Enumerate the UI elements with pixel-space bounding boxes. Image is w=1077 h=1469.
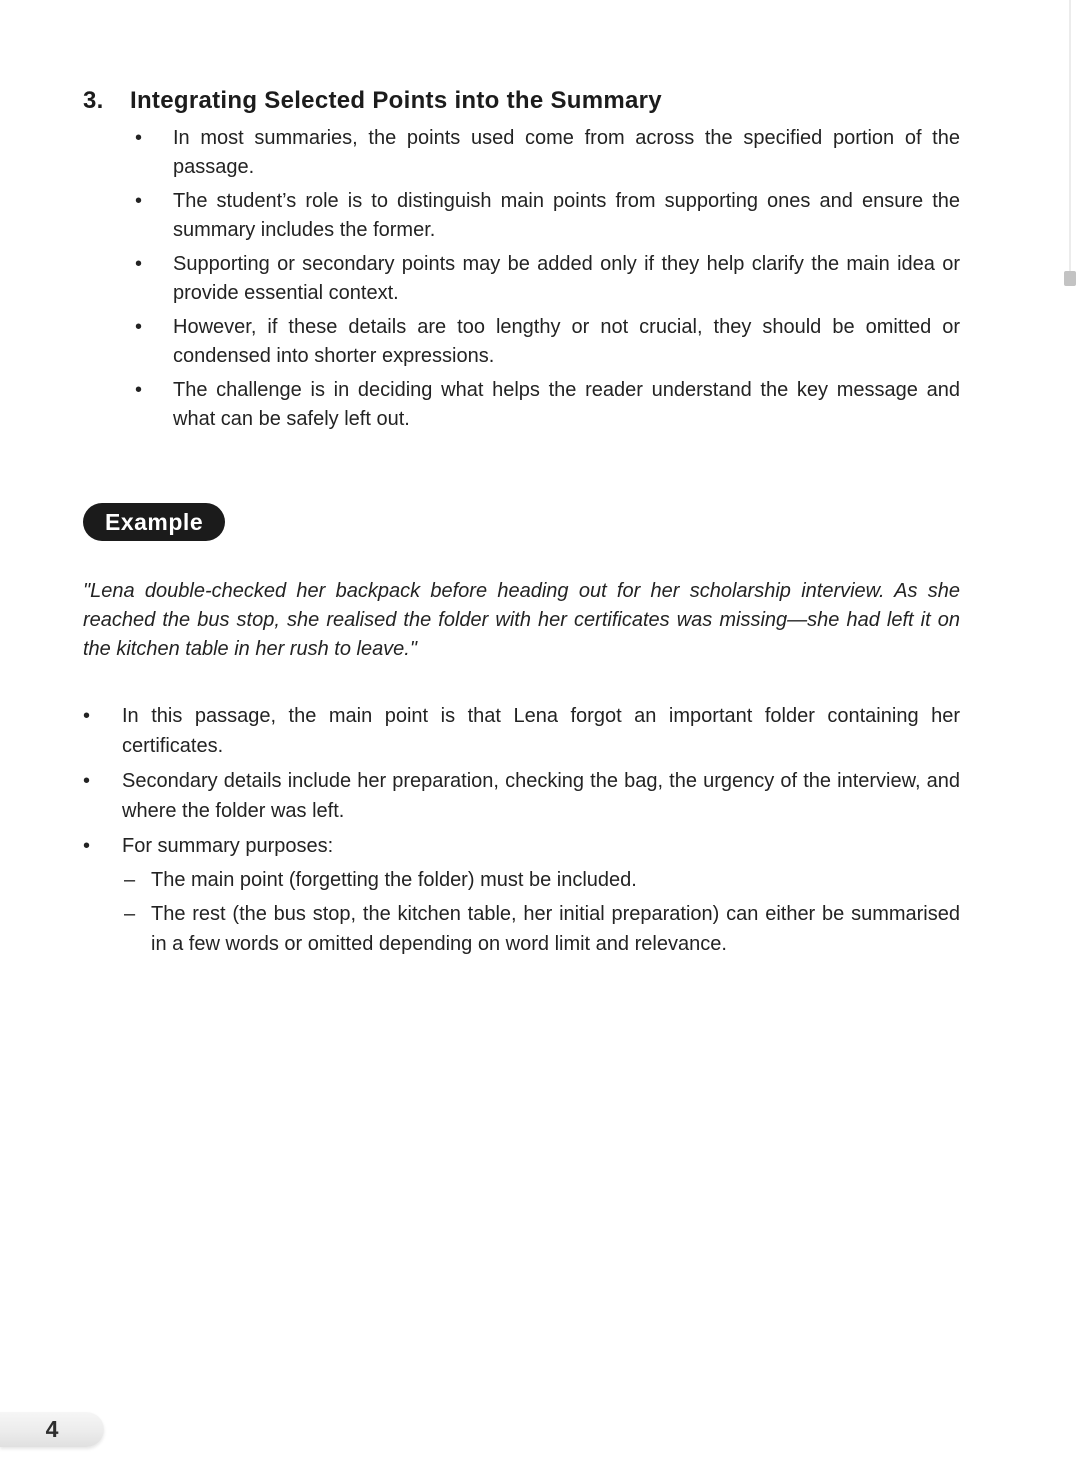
analysis-sub-list (124, 865, 960, 959)
list-item-text: For summary purposes: (122, 835, 334, 857)
page-edge-mark (1064, 271, 1076, 286)
list-item-text: The student’s role is to distinguish main points from supporting ones and ensure the summary includes the former. (173, 190, 960, 241)
example-badge (83, 503, 225, 541)
page-number-pill (0, 1412, 104, 1447)
sub-list-item (124, 865, 960, 895)
section-bullet-list (135, 124, 960, 439)
list-item (83, 766, 960, 826)
list-item (135, 313, 960, 371)
list-item (135, 376, 960, 434)
list-item (135, 187, 960, 245)
sub-list-item (124, 899, 960, 959)
page-number: 4 (45, 1416, 59, 1442)
bullet-marker: • (135, 316, 143, 338)
section-number: 3. (83, 87, 104, 114)
list-item-group (122, 831, 960, 963)
bullet-marker: • (135, 253, 143, 275)
list-item (83, 831, 960, 963)
list-item-text: However, if these details are too lengthy or not crucial, they should be omitted or condensed into shorter expressions. (173, 316, 960, 367)
page-edge-line (1069, 0, 1071, 276)
list-item (83, 701, 960, 761)
list-item-text: In most summaries, the points used come from across the specified portion of the passage. (173, 127, 960, 178)
sub-list-item-text: The rest (the bus stop, the kitchen table, her initial preparation) can either be summarised in a few words or omitted depending on word limit and relevance. (151, 903, 960, 955)
list-item (135, 124, 960, 182)
dash-marker: – (124, 903, 136, 925)
bullet-marker: • (135, 190, 143, 212)
bullet-marker: • (83, 705, 91, 727)
bullet-marker: • (135, 379, 143, 401)
dash-marker: – (124, 869, 136, 891)
example-quote: "Lena double-checked her backpack before heading out for her scholarship interview. As she reached the bus stop, she realised the folder with her certificates was missing—she had left it on the kitchen table in her rush to leave." (83, 580, 960, 660)
bullet-marker: • (83, 770, 91, 792)
bullet-marker: • (135, 127, 143, 149)
list-item-text: Secondary details include her preparation, checking the bag, the urgency of the interview, and where the folder was left. (122, 770, 960, 822)
example-badge-label: Example (105, 509, 204, 535)
sub-list-item-text: The main point (forgetting the folder) must be included. (151, 869, 637, 891)
section-title: Integrating Selected Points into the Summary (130, 87, 662, 114)
list-item-text: In this passage, the main point is that Lena forgot an important folder containing her certificates. (122, 705, 960, 757)
list-item (135, 250, 960, 308)
bullet-marker: • (83, 835, 91, 857)
list-item-text: The challenge is in deciding what helps the reader understand the key message and what can be safely left out. (173, 379, 960, 430)
list-item-text: Supporting or secondary points may be added only if they help clarify the main idea or provide essential context. (173, 253, 960, 304)
analysis-bullet-list (83, 701, 960, 968)
section-heading (83, 86, 662, 116)
